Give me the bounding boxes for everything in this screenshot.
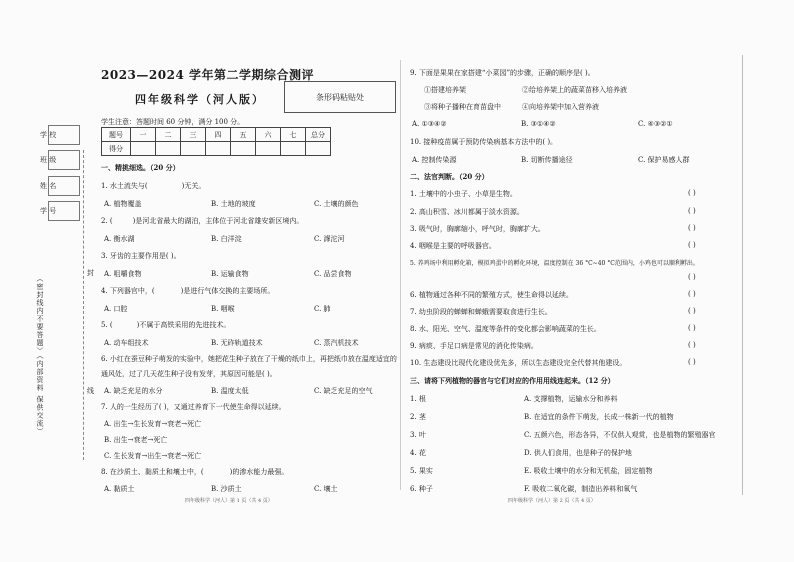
tf-answer-9[interactable]: ( ) — [688, 341, 696, 349]
exam-info: 学生注意：答题时间 60 分钟，满分 100 分。 — [101, 118, 245, 126]
score-cell: 七 — [281, 128, 306, 142]
tf-item-10: 10. 生态建设比现代化建设优先多，所以生态建设完全代替其他建设。 — [410, 359, 627, 367]
q3-option-b[interactable]: B. 运输食物 — [211, 270, 249, 278]
tf-item-7: 7. 幼虫阶段的蝉蝉和蝉蛾需要取食进行生长。 — [410, 308, 552, 316]
q9-option-a[interactable]: A. ①③④② — [412, 120, 447, 128]
score-cell: 四 — [206, 128, 231, 142]
score-input-cell[interactable] — [306, 142, 331, 156]
tf-answer-3[interactable]: ( ) — [688, 224, 696, 232]
exam-title: 2023—2024 学年第二学期综合测评 — [101, 68, 314, 82]
q1-option-b[interactable]: B. 土地的坡度 — [211, 200, 256, 208]
function-c[interactable]: C. 五颜六色，形态各异，不仅供人观赏，也是植物的繁殖器官 — [524, 431, 716, 439]
column-divider — [400, 60, 401, 490]
q10-option-b[interactable]: B. 切断传播途径 — [521, 156, 573, 164]
organ-3[interactable]: 3. 叶 — [410, 431, 426, 439]
q3-option-c[interactable]: C. 品尝食物 — [314, 270, 352, 278]
q2-option-a[interactable]: A. 衡水湖 — [104, 235, 135, 243]
exam-subtitle: 四年级科学（河人版） — [135, 93, 265, 106]
score-cell: 三 — [181, 128, 206, 142]
q5-stem: 5. ( )不属于高铁采用的先进技术。 — [101, 321, 231, 329]
organ-6[interactable]: 6. 种子 — [410, 485, 433, 493]
internal-notice: （内部资料 保供交流） — [36, 352, 44, 436]
score-table-score-row — [102, 142, 331, 156]
school-label: 学 校 — [40, 131, 57, 139]
q9-step-3: ③将种子播种在育苗盘中 — [424, 103, 501, 111]
tf-answer-6[interactable]: ( ) — [688, 290, 696, 298]
seal-mark: 封 — [87, 269, 94, 277]
score-input-cell[interactable] — [256, 142, 281, 156]
tf-item-1: 1. 土壤中的小虫子、小草是生物。 — [410, 190, 517, 198]
function-e[interactable]: E. 吸收土壤中的水分和无机盐，固定植物 — [524, 467, 653, 475]
q6-stem-line1: 6. 小红在蚕豆种子萌发的实验中，她把花生种子放在了干燥的纸巾上，再把纸巾放在温度适宜的 — [101, 355, 397, 363]
q4-option-c[interactable]: C. 肺 — [314, 305, 331, 313]
q9-stem: 9. 下面是果果在家搭建“小菜园”的步骤，正确的顺序是( )。 — [410, 69, 595, 77]
score-table-header-row — [102, 128, 331, 142]
score-input-cell[interactable] — [206, 142, 231, 156]
tf-answer-1[interactable]: ( ) — [688, 189, 696, 197]
score-cell: 二 — [156, 128, 181, 142]
q2-option-b[interactable]: B. 白洋淀 — [211, 235, 242, 243]
student-id-label: 学 号 — [40, 207, 57, 215]
tf-item-9: 9. 病痰、手足口病是常见的消化传染病。 — [410, 342, 538, 350]
score-input-cell[interactable] — [131, 142, 156, 156]
q9-step-4: ④向培养架中加入营养液 — [522, 103, 599, 111]
footer-right: 四年级科学（河人）第 2 页（共 4 页） — [508, 498, 596, 504]
tf-answer-8[interactable]: ( ) — [688, 324, 696, 332]
score-cell: 题号 — [102, 128, 131, 142]
q3-option-a[interactable]: A. 咀嚼食物 — [104, 270, 142, 278]
q6-option-c[interactable]: C. 缺乏充足的空气 — [314, 387, 373, 395]
q7-option-b[interactable]: B. 出生→衰老→死亡 — [104, 436, 168, 444]
tf-answer-4[interactable]: ( ) — [688, 241, 696, 249]
q9-option-c[interactable]: C. ④③②① — [638, 120, 673, 128]
q4-stem: 4. 下列器官中，( )是进行气体交换的主要场所。 — [101, 287, 275, 295]
q7-stem: 7. 人的一生经历了( )，又通过养育下一代使生命得以延续。 — [101, 403, 286, 411]
function-d[interactable]: D. 供人们食用，也是种子的保护地 — [524, 449, 632, 457]
q1-stem: 1. 水土流失与( )无关。 — [101, 182, 206, 190]
q2-stem: 2. ( )是河北省最大的湖泊，主体位于河北省雄安新区境内。 — [101, 217, 304, 225]
seal-notice: （密封线内不要答题） — [36, 275, 44, 355]
line-mark: 线 — [87, 387, 94, 395]
q2-option-c[interactable]: C. 滹沱河 — [314, 235, 345, 243]
tf-answer-10[interactable]: ( ) — [688, 358, 696, 366]
q8-stem: 8. 在沙质土、黏质土和壤土中，( )的渗水能力最强。 — [101, 468, 289, 476]
q7-option-a[interactable]: A. 出生→生长发育→衰老→死亡 — [104, 420, 202, 428]
section3-title: 三、请将下列植物的器官与它们对应的作用用线连起来。（12 分） — [410, 376, 615, 385]
q9-step-1: ①搭建培养架 — [424, 86, 466, 94]
q6-option-b[interactable]: B. 温度太低 — [211, 387, 249, 395]
q8-option-b[interactable]: B. 沙质土 — [211, 485, 242, 493]
tf-item-3: 3. 吸气时，胸廓缩小，呼气时，胸廓扩大。 — [410, 225, 545, 233]
function-f[interactable]: F. 吸收二氧化碳，制造出养料和氧气 — [524, 485, 638, 493]
q8-option-c[interactable]: C. 壤土 — [314, 485, 338, 493]
q7-option-c[interactable]: C. 生长发育→出生→衰老→死亡 — [104, 452, 202, 460]
organ-1[interactable]: 1. 根 — [410, 395, 426, 403]
section2-title: 二、法官判断。（20 分） — [410, 172, 489, 181]
organ-4[interactable]: 4. 花 — [410, 449, 426, 457]
tf-answer-2[interactable]: ( ) — [688, 207, 696, 215]
tf-item-6: 6. 植物通过各种不同的繁殖方式，使生命得以延续。 — [410, 291, 573, 299]
tf-item-8: 8. 水、阳光、空气、温度等条件的变化都会影响蔬菜的生长。 — [410, 325, 601, 333]
score-table — [101, 127, 331, 156]
function-b[interactable]: B. 在适宜的条件下萌发，长成一株新一代的植物 — [524, 413, 674, 421]
score-input-cell[interactable] — [156, 142, 181, 156]
tf-answer-7[interactable]: ( ) — [688, 307, 696, 315]
tf-answer-5[interactable]: ( ) — [688, 273, 696, 281]
class-label: 班 级 — [40, 156, 57, 164]
q1-option-c[interactable]: C. 土壤的颜色 — [314, 200, 359, 208]
score-cell: 总分 — [306, 128, 331, 142]
binding-line — [83, 150, 84, 460]
tf-item-4: 4. 咽喉是主要的呼吸器官。 — [410, 242, 496, 250]
q4-option-b[interactable]: B. 咽喉 — [211, 305, 235, 313]
score-input-cell[interactable] — [281, 142, 306, 156]
score-cell: 六 — [256, 128, 281, 142]
score-cell: 得分 — [102, 142, 131, 156]
q10-option-a[interactable]: A. 控制传染源 — [412, 156, 457, 164]
score-input-cell[interactable] — [181, 142, 206, 156]
barcode-area — [284, 81, 396, 113]
organ-5[interactable]: 5. 果实 — [410, 467, 433, 475]
q5-option-a[interactable]: A. 动车组技术 — [104, 339, 149, 347]
q5-option-b[interactable]: B. 无砟轨道技术 — [211, 339, 263, 347]
q3-stem: 3. 牙齿的主要作用是( )。 — [101, 252, 181, 260]
q5-option-c[interactable]: C. 蒸汽机技术 — [314, 339, 359, 347]
q9-option-b[interactable]: B. ③①④② — [521, 120, 556, 128]
score-cell: 五 — [231, 128, 256, 142]
name-label: 姓 名 — [40, 182, 57, 190]
tf-item-2: 2. 高山积雪、冰川都属于淡水资源。 — [410, 208, 524, 216]
q6-stem-line2: 通风处，过了几天花生种子没有发芽，其原因可能是( )。 — [101, 370, 277, 378]
footer-left: 四年级科学（河人）第 1 页（共 4 页） — [185, 498, 273, 504]
q1-option-a[interactable]: A. 植物覆盖 — [104, 200, 142, 208]
q6-option-a[interactable]: A. 缺乏充足的水分 — [104, 387, 163, 395]
section1-title: 一、精挑细选。（20 分） — [101, 163, 180, 172]
score-cell: 一 — [131, 128, 156, 142]
tf-item-5: 5. 养鸡场中利用孵化箱，模拟鸡蛋中的孵化环境，温度控制在 36 °C~40 °C范围内，小鸡也可以顺利孵出。 — [410, 260, 699, 267]
function-a[interactable]: A. 支撑植物，运输水分和养料 — [524, 395, 618, 403]
q9-step-2: ②给培养架上的蔬菜苗移入培养液 — [522, 86, 627, 94]
q8-option-a[interactable]: A. 黏质土 — [104, 485, 135, 493]
q10-stem: 10. 接种疫苗属于预防传染病基本方法中的( )。 — [410, 138, 558, 146]
page-edge — [742, 55, 743, 495]
q4-option-a[interactable]: A. 口腔 — [104, 305, 128, 313]
score-input-cell[interactable] — [231, 142, 256, 156]
barcode-label: 条形码粘贴处 — [316, 92, 364, 102]
organ-2[interactable]: 2. 茎 — [410, 413, 426, 421]
q10-option-c[interactable]: C. 保护易感人群 — [638, 156, 690, 164]
